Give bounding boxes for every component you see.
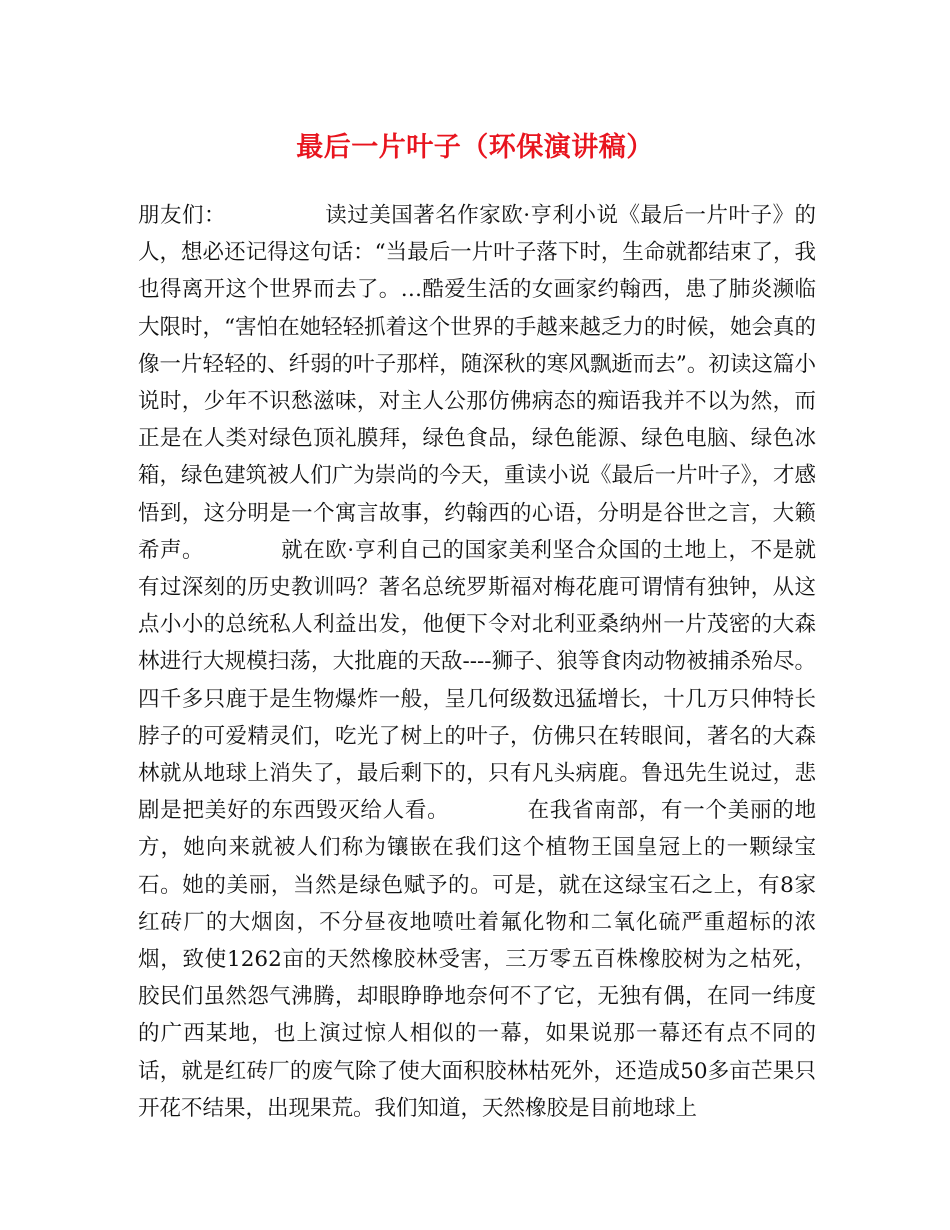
document-title: 最后一片叶子（环保演讲稿）: [296, 132, 654, 163]
document-body: [138, 197, 816, 1127]
body-paragraph: 朋友们： 读过美国著名作家欧·亨利小说《最后一片叶子》的人，想必还记得这句话：“当最后一片叶子落下时，生命就都结束了，我也得离开这个世界而去了。…酷爱生活的女画家约翰西，患了肺炎濒临大限时，“害怕在她轻轻抓着这个世界的手越来越乏力的时候，她会真的像一片轻轻的、纤弱的叶子那样，随深秋的寒风飘逝而去”。初读这篇小说时，少年不识愁滋味，对主人公那仿佛病态的痴语我并不以为然，而正是在人类对绿色顶礼膜拜，绿色食品，绿色能源、绿色电脑、绿色冰箱，绿色建筑被人们广为崇尚的今天，重读小说《最后一片叶子》，才感悟到，这分明是一个寓言故事，约翰西的心语，分明是谷世之言，大籁希声。 就在欧·亨利自己的国家美利坚合众国的土地上，不是就有过深刻的历史教训吗？著名总统罗斯福对梅花鹿可谓情有独钟，从这点小小的总统私人利益出发，他便下令对北利亚桑纳州一片茂密的大森林进行大规模扫荡，大批鹿的天敌----狮子、狼等食肉动物被捕杀殆尽。四千多只鹿于是生物爆炸一般，呈几何级数迅猛增长，十几万只伸特长脖子的可爱精灵们，吃光了树上的叶子，仿佛只在转眼间，著名的大森林就从地球上消失了，最后剩下的，只有凡头病鹿。鲁迅先生说过，悲剧是把美好的东西毁灭给人看。 在我省南部，有一个美丽的地方，她向来就被人们称为镶嵌在我们这个植物王国皇冠上的一颗绿宝石。她的美丽，当然是绿色赋予的。可是，就在这绿宝石之上，有8家红砖厂的大烟囱，不分昼夜地喷吐着氟化物和二氧化硫严重超标的浓烟，致使1262亩的天然橡胶林受害，三万零五百株橡胶树为之枯死，胶民们虽然怨气沸腾，却眼睁睁地奈何不了它，无独有偶，在同一纬度的广西某地，也上演过惊人相似的一幕，如果说那一幕还有点不同的话，就是红砖厂的废气除了使大面积胶林枯死外，还造成50多亩芒果只开花不结果，出现果荒。我们知道，天然橡胶是目前地球上: [138, 203, 816, 1121]
